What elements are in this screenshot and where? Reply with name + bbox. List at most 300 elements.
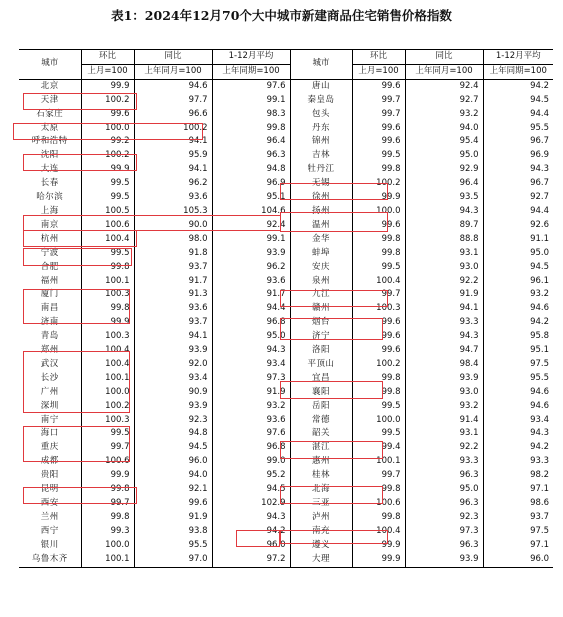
city-name-cell: 银川 bbox=[40, 539, 59, 550]
city-name-cell: 北海 bbox=[290, 483, 352, 497]
mom-value-cell: 99.6 bbox=[352, 344, 405, 358]
avg-value-cell: 94.3 bbox=[483, 163, 553, 177]
city-name-cell: 南昌 bbox=[40, 303, 59, 314]
city-name-cell: 徐州 bbox=[290, 191, 352, 205]
yoy-value-cell: 96.6 bbox=[134, 108, 212, 122]
avg-value-cell: 94.4 bbox=[483, 108, 553, 122]
avg-value-cell: 94.8 bbox=[212, 163, 290, 177]
yoy-value-cell: 93.3 bbox=[405, 316, 483, 330]
mom-value-cell: 99.7 bbox=[352, 108, 405, 122]
highlight-box bbox=[280, 381, 383, 399]
mom-value-cell: 99.6 bbox=[352, 330, 405, 344]
yoy-value-cell: 93.2 bbox=[405, 108, 483, 122]
table-title: 表1：2024年12月70个大中城市新建商品住宅销售价格指数 bbox=[111, 8, 452, 23]
mom-value-cell: 100.3 bbox=[352, 302, 405, 316]
mom-value-cell: 99.9 bbox=[352, 553, 405, 567]
mom-value-cell: 100.3 bbox=[81, 414, 134, 428]
city-name-cell: 大理 bbox=[290, 553, 352, 567]
mom-value-cell: 100.6 bbox=[352, 497, 405, 511]
mom-value-cell: 99.8 bbox=[352, 511, 405, 525]
yoy-value-cell: 94.1 bbox=[134, 135, 212, 149]
mom-value-cell: 100.1 bbox=[81, 553, 134, 567]
avg-value-cell: 94.2 bbox=[212, 525, 290, 539]
mom-value-cell: 100.2 bbox=[81, 149, 134, 163]
city-name-cell: 大连 bbox=[40, 164, 59, 175]
city-name-cell: 广州 bbox=[40, 386, 59, 397]
city-name-cell: 包头 bbox=[290, 108, 352, 122]
city-name-cell: 长春 bbox=[40, 178, 59, 189]
yoy-value-cell: 94.6 bbox=[134, 79, 212, 93]
avg-value-cell: 97.5 bbox=[483, 358, 553, 372]
table-row bbox=[19, 79, 553, 93]
table-row bbox=[19, 511, 553, 525]
yoy-value-cell: 94.1 bbox=[405, 302, 483, 316]
city-name-cell: 青岛 bbox=[40, 331, 59, 342]
mom-value-cell: 99.6 bbox=[352, 135, 405, 149]
yoy-value-cell: 93.1 bbox=[405, 427, 483, 441]
highlight-box bbox=[23, 215, 281, 231]
yoy-value-cell: 94.1 bbox=[134, 330, 212, 344]
yoy-value-cell: 91.4 bbox=[405, 414, 483, 428]
avg-value-cell: 97.1 bbox=[483, 539, 553, 553]
city-name-cell: 湛江 bbox=[290, 441, 352, 455]
yoy-value-cell: 93.9 bbox=[134, 400, 212, 414]
yoy-value-cell: 94.0 bbox=[134, 469, 212, 483]
city-name-cell: 上海 bbox=[40, 205, 59, 216]
avg-value-cell: 93.4 bbox=[483, 414, 553, 428]
avg-value-cell: 96.3 bbox=[212, 149, 290, 163]
city-name-cell: 北京 bbox=[40, 80, 59, 91]
table-row bbox=[19, 275, 553, 289]
highlight-box bbox=[280, 486, 383, 504]
city-name-cell: 深圳 bbox=[40, 400, 59, 411]
avg-value-cell: 95.1 bbox=[212, 191, 290, 205]
mom-value-cell: 100.0 bbox=[81, 386, 134, 400]
avg-value-cell: 93.6 bbox=[212, 275, 290, 289]
yoy-value-cell: 93.5 bbox=[405, 191, 483, 205]
mom-value-cell: 100.0 bbox=[81, 122, 134, 136]
avg-value-cell: 94.3 bbox=[212, 511, 290, 525]
mom-value-cell: 99.6 bbox=[352, 122, 405, 136]
yoy-value-cell: 93.1 bbox=[405, 247, 483, 261]
city-name-cell: 郑州 bbox=[40, 345, 59, 356]
highlight-box bbox=[23, 289, 130, 324]
avg-value-cell: 96.0 bbox=[212, 539, 290, 553]
avg-value-cell: 96.8 bbox=[212, 441, 290, 455]
city-column-header: 城市 bbox=[19, 50, 81, 80]
city-name-cell: 重庆 bbox=[40, 442, 59, 453]
mom-value-cell: 99.9 bbox=[352, 191, 405, 205]
mom-value-cell: 99.5 bbox=[352, 427, 405, 441]
city-column-header: 城市 bbox=[290, 50, 352, 80]
yoy-value-cell: 94.7 bbox=[405, 344, 483, 358]
yoy-value-cell: 94.3 bbox=[405, 330, 483, 344]
avg-value-cell: 91.9 bbox=[212, 386, 290, 400]
mom-value-cell: 99.3 bbox=[81, 525, 134, 539]
city-name-cell: 韶关 bbox=[290, 427, 352, 441]
avg-value-cell: 98.3 bbox=[212, 108, 290, 122]
yoy-value-cell: 98.0 bbox=[134, 233, 212, 247]
mom-value-cell: 99.8 bbox=[352, 247, 405, 261]
highlight-box bbox=[280, 318, 383, 340]
city-name-cell: 济南 bbox=[40, 317, 59, 328]
yoy-value-cell: 89.7 bbox=[405, 219, 483, 233]
city-name-cell: 成都 bbox=[40, 456, 59, 467]
avg-base-label: 上年同期=100 bbox=[212, 64, 290, 79]
city-name-cell: 济宁 bbox=[290, 330, 352, 344]
avg-value-cell: 95.2 bbox=[212, 469, 290, 483]
mom-value-cell: 100.0 bbox=[81, 539, 134, 553]
city-name-cell: 常德 bbox=[290, 414, 352, 428]
yoy-value-cell: 92.2 bbox=[405, 441, 483, 455]
yoy-value-cell: 92.7 bbox=[405, 94, 483, 108]
city-name-cell: 乌鲁木齐 bbox=[19, 553, 81, 567]
avg-value-cell: 96.9 bbox=[212, 177, 290, 191]
yoy-value-cell: 94.5 bbox=[134, 441, 212, 455]
yoy-value-cell: 90.9 bbox=[134, 386, 212, 400]
mom-value-cell: 99.7 bbox=[352, 94, 405, 108]
highlight-box bbox=[23, 93, 137, 110]
avg-value-cell: 91.7 bbox=[212, 288, 290, 302]
avg-value-cell: 104.6 bbox=[212, 205, 290, 219]
city-name-cell: 温州 bbox=[290, 219, 352, 233]
city-name-cell: 安庆 bbox=[290, 261, 352, 275]
city-name-cell: 金华 bbox=[290, 233, 352, 247]
mom-value-cell: 99.8 bbox=[81, 302, 134, 316]
yoy-value-cell: 97.0 bbox=[134, 553, 212, 567]
avg-value-cell: 93.2 bbox=[212, 400, 290, 414]
city-name-cell: 南京 bbox=[40, 219, 59, 230]
avg-value-cell: 93.7 bbox=[483, 511, 553, 525]
avg-value-cell: 94.3 bbox=[212, 344, 290, 358]
city-name-cell: 襄阳 bbox=[290, 386, 352, 400]
yoy-value-cell: 98.4 bbox=[405, 358, 483, 372]
yoy-value-cell: 97.7 bbox=[134, 94, 212, 108]
avg-value-cell: 94.4 bbox=[212, 302, 290, 316]
avg-value-cell: 94.4 bbox=[483, 205, 553, 219]
city-name-cell: 杭州 bbox=[40, 233, 59, 244]
yoy-value-cell: 93.3 bbox=[405, 455, 483, 469]
avg-value-cell: 92.4 bbox=[212, 219, 290, 233]
city-name-cell: 宜昌 bbox=[290, 372, 352, 386]
mom-value-cell: 99.8 bbox=[352, 163, 405, 177]
yoy-value-cell: 92.9 bbox=[405, 163, 483, 177]
mom-value-cell: 100.6 bbox=[81, 455, 134, 469]
avg-value-cell: 96.7 bbox=[483, 135, 553, 149]
avg-value-cell: 94.5 bbox=[483, 261, 553, 275]
avg-value-cell: 95.0 bbox=[483, 247, 553, 261]
highlight-box bbox=[23, 487, 137, 504]
yoy-value-cell: 105.3 bbox=[134, 205, 212, 219]
yoy-value-cell: 96.2 bbox=[134, 177, 212, 191]
table-row bbox=[19, 553, 553, 567]
city-name-cell: 岳阳 bbox=[290, 400, 352, 414]
city-name-cell: 丹东 bbox=[290, 122, 352, 136]
mom-value-cell: 99.8 bbox=[352, 372, 405, 386]
yoy-value-cell: 92.0 bbox=[134, 358, 212, 372]
highlight-box bbox=[280, 441, 383, 459]
avg-value-cell: 97.1 bbox=[483, 483, 553, 497]
city-name-cell: 兰州 bbox=[40, 511, 59, 522]
yoy-value-cell: 92.2 bbox=[405, 275, 483, 289]
yoy-column-header: 同比 bbox=[405, 50, 483, 65]
mom-value-cell: 99.7 bbox=[81, 497, 134, 511]
mom-value-cell: 99.5 bbox=[81, 247, 134, 261]
yoy-value-cell: 93.6 bbox=[134, 191, 212, 205]
mom-base-label: 上月=100 bbox=[81, 64, 134, 79]
highlight-box bbox=[23, 248, 132, 266]
mom-value-cell: 100.2 bbox=[352, 358, 405, 372]
mom-column-header: 环比 bbox=[81, 50, 134, 65]
mom-value-cell: 100.4 bbox=[352, 525, 405, 539]
city-name-cell: 长沙 bbox=[40, 372, 59, 383]
mom-value-cell: 99.8 bbox=[352, 233, 405, 247]
highlight-box bbox=[13, 123, 203, 140]
highlight-box bbox=[280, 530, 388, 544]
yoy-value-cell: 92.4 bbox=[405, 79, 483, 93]
yoy-value-cell: 91.9 bbox=[405, 288, 483, 302]
mom-value-cell: 99.9 bbox=[81, 163, 134, 177]
city-name-cell: 宁波 bbox=[40, 247, 59, 258]
highlight-box bbox=[236, 530, 280, 547]
city-name-cell: 武汉 bbox=[40, 358, 59, 369]
mom-value-cell: 100.4 bbox=[81, 358, 134, 372]
avg-value-cell: 95.8 bbox=[483, 330, 553, 344]
city-name-cell: 泉州 bbox=[290, 275, 352, 289]
city-name-cell: 锦州 bbox=[290, 135, 352, 149]
avg-value-cell: 94.5 bbox=[212, 483, 290, 497]
yoy-value-cell: 93.6 bbox=[134, 302, 212, 316]
avg-value-cell: 99.8 bbox=[212, 122, 290, 136]
yoy-value-cell: 95.0 bbox=[405, 483, 483, 497]
yoy-value-cell: 94.1 bbox=[134, 163, 212, 177]
table-header bbox=[19, 50, 553, 80]
mom-value-cell: 100.3 bbox=[81, 288, 134, 302]
avg-value-cell: 94.2 bbox=[483, 441, 553, 455]
yoy-value-cell: 88.8 bbox=[405, 233, 483, 247]
mom-value-cell: 100.4 bbox=[81, 233, 134, 247]
yoy-value-cell: 92.3 bbox=[405, 511, 483, 525]
mom-value-cell: 99.6 bbox=[352, 219, 405, 233]
mom-value-cell: 100.0 bbox=[352, 414, 405, 428]
yoy-value-cell: 93.4 bbox=[134, 372, 212, 386]
mom-base-label: 上月=100 bbox=[352, 64, 405, 79]
table-row bbox=[19, 469, 553, 483]
mom-value-cell: 99.8 bbox=[352, 483, 405, 497]
mom-value-cell: 99.5 bbox=[81, 177, 134, 191]
city-name-cell: 合肥 bbox=[40, 261, 59, 272]
city-name-cell: 福州 bbox=[40, 275, 59, 286]
city-name-cell: 昆明 bbox=[40, 484, 59, 495]
city-name-cell: 唐山 bbox=[290, 79, 352, 93]
mom-value-cell: 99.8 bbox=[352, 386, 405, 400]
avg-value-cell: 93.2 bbox=[483, 288, 553, 302]
yoy-value-cell: 95.4 bbox=[405, 135, 483, 149]
mom-value-cell: 99.4 bbox=[352, 441, 405, 455]
mom-value-cell: 99.9 bbox=[81, 469, 134, 483]
avg-value-cell: 97.6 bbox=[212, 427, 290, 441]
avg-value-cell: 97.6 bbox=[212, 79, 290, 93]
mom-value-cell: 99.2 bbox=[81, 135, 134, 149]
avg-value-cell: 93.3 bbox=[483, 455, 553, 469]
yoy-value-cell: 93.8 bbox=[134, 525, 212, 539]
city-name-cell: 南充 bbox=[290, 525, 352, 539]
yoy-value-cell: 94.0 bbox=[405, 122, 483, 136]
mom-value-cell: 100.1 bbox=[352, 455, 405, 469]
yoy-value-cell: 99.6 bbox=[134, 497, 212, 511]
mom-value-cell: 100.4 bbox=[352, 275, 405, 289]
avg-value-cell: 97.5 bbox=[483, 525, 553, 539]
city-name-cell: 吉林 bbox=[290, 149, 352, 163]
mom-value-cell: 100.1 bbox=[81, 275, 134, 289]
avg-value-cell: 99.0 bbox=[212, 455, 290, 469]
yoy-value-cell: 91.9 bbox=[134, 511, 212, 525]
city-name-cell: 蚌埠 bbox=[290, 247, 352, 261]
avg-value-cell: 98.6 bbox=[483, 497, 553, 511]
avg-value-cell: 96.8 bbox=[212, 316, 290, 330]
yoy-value-cell: 95.9 bbox=[134, 149, 212, 163]
mom-value-cell: 99.5 bbox=[352, 261, 405, 275]
avg-value-cell: 97.3 bbox=[212, 372, 290, 386]
city-name-cell: 西宁 bbox=[40, 525, 59, 536]
avg-value-cell: 95.5 bbox=[483, 122, 553, 136]
avg-value-cell: 96.7 bbox=[483, 177, 553, 191]
yoy-value-cell: 93.9 bbox=[134, 344, 212, 358]
city-name-cell: 平顶山 bbox=[290, 358, 352, 372]
mom-value-cell: 100.1 bbox=[81, 372, 134, 386]
city-name-cell: 泸州 bbox=[290, 511, 352, 525]
yoy-base-label: 上年同月=100 bbox=[405, 64, 483, 79]
avg-value-cell: 94.6 bbox=[483, 400, 553, 414]
yoy-value-cell: 96.3 bbox=[405, 497, 483, 511]
highlight-box bbox=[280, 290, 388, 307]
highlight-box bbox=[23, 230, 137, 247]
avg-value-cell: 96.4 bbox=[212, 135, 290, 149]
city-name-cell: 遵义 bbox=[290, 539, 352, 553]
yoy-value-cell: 96.3 bbox=[405, 539, 483, 553]
avg-value-cell: 94.5 bbox=[483, 94, 553, 108]
avg-value-cell: 93.6 bbox=[212, 414, 290, 428]
city-name-cell: 贵阳 bbox=[40, 470, 59, 481]
city-name-cell: 扬州 bbox=[290, 205, 352, 219]
mom-value-cell: 99.6 bbox=[81, 108, 134, 122]
highlight-box bbox=[23, 154, 137, 171]
city-name-cell: 海口 bbox=[40, 428, 59, 439]
avg-base-label: 上年同期=100 bbox=[483, 64, 553, 79]
highlight-box bbox=[23, 351, 130, 413]
avg-value-cell: 96.2 bbox=[212, 261, 290, 275]
mom-value-cell: 99.5 bbox=[352, 149, 405, 163]
avg-column-header: 1-12月平均 bbox=[212, 50, 290, 65]
avg-value-cell: 94.6 bbox=[483, 302, 553, 316]
city-name-cell: 西安 bbox=[40, 498, 59, 508]
highlight-box bbox=[23, 426, 130, 462]
yoy-value-cell: 94.3 bbox=[405, 205, 483, 219]
city-name-cell: 无锡 bbox=[290, 177, 352, 191]
avg-value-cell: 92.6 bbox=[483, 219, 553, 233]
yoy-base-label: 上年同月=100 bbox=[134, 64, 212, 79]
yoy-value-cell: 93.9 bbox=[405, 553, 483, 567]
avg-value-cell: 95.1 bbox=[483, 344, 553, 358]
mom-value-cell: 99.5 bbox=[81, 191, 134, 205]
city-name-cell: 洛阳 bbox=[290, 344, 352, 358]
avg-value-cell: 96.0 bbox=[483, 553, 553, 567]
avg-value-cell: 102.9 bbox=[212, 497, 290, 511]
avg-value-cell: 97.2 bbox=[212, 553, 290, 567]
mom-value-cell: 100.2 bbox=[352, 177, 405, 191]
avg-value-cell: 94.2 bbox=[483, 316, 553, 330]
yoy-value-cell: 93.7 bbox=[134, 316, 212, 330]
yoy-value-cell: 91.3 bbox=[134, 288, 212, 302]
yoy-column-header: 同比 bbox=[134, 50, 212, 65]
mom-value-cell: 100.2 bbox=[81, 94, 134, 108]
avg-value-cell: 94.3 bbox=[483, 427, 553, 441]
yoy-value-cell: 96.4 bbox=[405, 177, 483, 191]
avg-value-cell: 93.4 bbox=[212, 358, 290, 372]
mom-value-cell: 99.8 bbox=[81, 261, 134, 275]
city-name-cell: 太原 bbox=[40, 122, 59, 133]
yoy-value-cell: 95.0 bbox=[405, 149, 483, 163]
city-name-cell: 赣州 bbox=[290, 302, 352, 316]
yoy-value-cell: 93.7 bbox=[134, 261, 212, 275]
yoy-value-cell: 94.8 bbox=[134, 427, 212, 441]
yoy-value-cell: 92.1 bbox=[134, 483, 212, 497]
avg-value-cell: 94.6 bbox=[483, 386, 553, 400]
mom-value-cell: 99.8 bbox=[81, 511, 134, 525]
city-name-cell: 南宁 bbox=[40, 414, 59, 425]
yoy-value-cell: 93.9 bbox=[405, 372, 483, 386]
mom-value-cell: 99.5 bbox=[352, 400, 405, 414]
city-name-cell: 惠州 bbox=[290, 455, 352, 469]
city-name-cell: 三亚 bbox=[290, 497, 352, 511]
mom-value-cell: 99.6 bbox=[352, 316, 405, 330]
mom-value-cell: 99.7 bbox=[81, 441, 134, 455]
avg-value-cell: 99.1 bbox=[212, 233, 290, 247]
avg-column-header: 1-12月平均 bbox=[483, 50, 553, 65]
avg-value-cell: 91.1 bbox=[483, 233, 553, 247]
mom-value-cell: 99.9 bbox=[81, 316, 134, 330]
avg-value-cell: 95.5 bbox=[483, 372, 553, 386]
mom-value-cell: 100.0 bbox=[352, 205, 405, 219]
mom-value-cell: 100.3 bbox=[81, 330, 134, 344]
mom-value-cell: 99.7 bbox=[352, 469, 405, 483]
mom-value-cell: 99.8 bbox=[81, 483, 134, 497]
city-name-cell: 呼和浩特 bbox=[31, 136, 68, 147]
yoy-value-cell: 90.0 bbox=[134, 219, 212, 233]
mom-value-cell: 100.4 bbox=[81, 344, 134, 358]
city-name-cell: 沈阳 bbox=[40, 150, 59, 161]
city-name-cell: 烟台 bbox=[290, 316, 352, 330]
mom-value-cell: 99.9 bbox=[352, 539, 405, 553]
city-name-cell: 九江 bbox=[290, 288, 352, 302]
city-name-cell: 天津 bbox=[40, 94, 59, 105]
city-name-cell: 厦门 bbox=[40, 289, 59, 300]
mom-value-cell: 99.6 bbox=[352, 79, 405, 93]
yoy-value-cell: 93.2 bbox=[405, 400, 483, 414]
mom-value-cell: 100.6 bbox=[81, 219, 134, 233]
yoy-value-cell: 97.3 bbox=[405, 525, 483, 539]
avg-value-cell: 96.9 bbox=[483, 149, 553, 163]
mom-value-cell: 99.5 bbox=[81, 427, 134, 441]
city-name-cell: 哈尔滨 bbox=[36, 192, 64, 203]
mom-value-cell: 99.7 bbox=[352, 288, 405, 302]
highlight-box bbox=[280, 212, 388, 232]
yoy-value-cell: 93.0 bbox=[405, 261, 483, 275]
yoy-value-cell: 96.3 bbox=[405, 469, 483, 483]
yoy-value-cell: 93.0 bbox=[405, 386, 483, 400]
yoy-value-cell: 95.5 bbox=[134, 539, 212, 553]
mom-value-cell: 100.5 bbox=[81, 205, 134, 219]
